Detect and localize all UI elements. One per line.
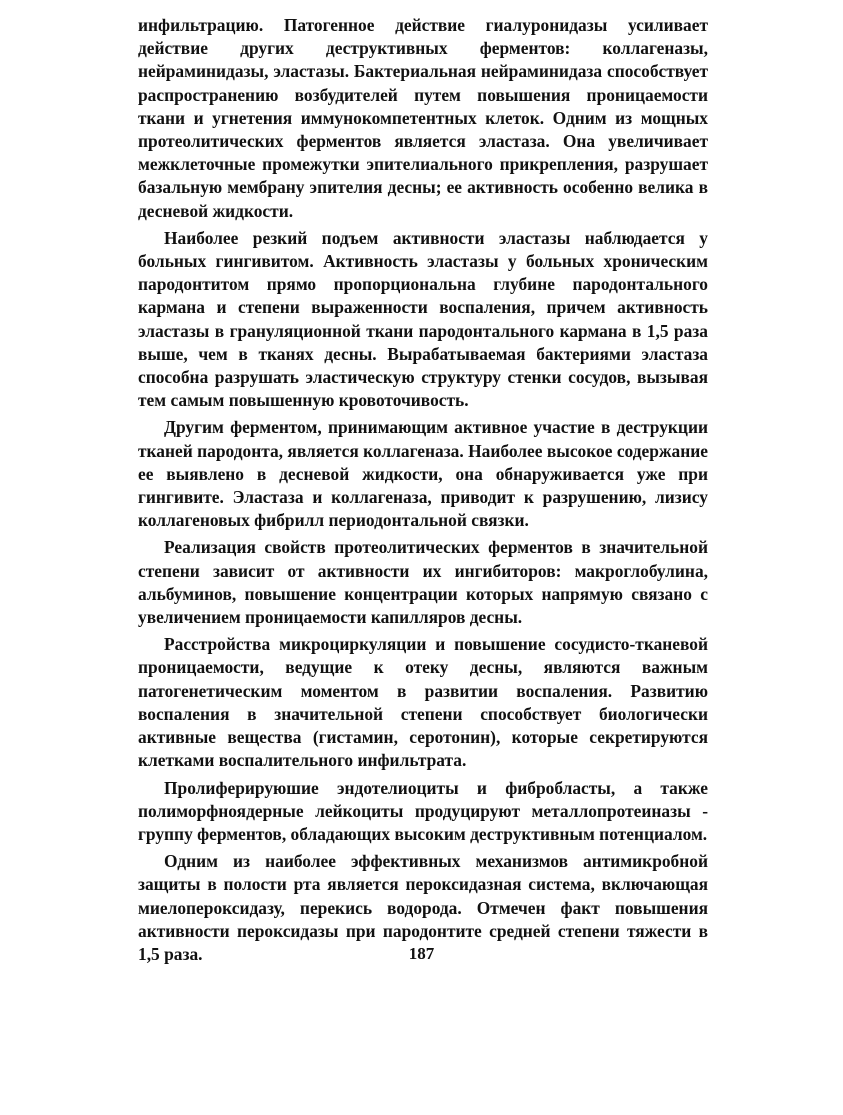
paragraph-5: Расстройства микроциркуляции и повышение сосудисто-тканевой проницаемости, ведущие к отеку десны, являются важным патогенетическим моментом в развитии воспаления. Развитию воспаления в значительной степени способствует биологически активные вещества (гистамин, серотонин), которые секретируются клетками воспалительного инфильтрата. [138, 634, 708, 771]
paragraph-4: Реализация свойств протеолитических ферментов в значительной степени зависит от активности их ингибиторов: макроглобулина, альбуминов, повышение концентрации которых напрямую связано с увеличением проницаемости капилляров десны. [138, 537, 708, 628]
page-number: 187 [408, 944, 435, 963]
paragraph-6: Пролиферируюшие эндотелиоциты и фибробласты, а также полиморфноядерные лейкоциты продуцируют металлопротеиназы - группу ферментов, обладающих высоким деструктивным потенциалом. [138, 777, 708, 844]
paragraph-1: инфильтрацию. Патогенное действие гиалуронидазы усиливает действие других деструктивных ферментов: коллагеназы, нейраминидазы, эластазы. Бактериальная нейраминидаза способствует распространению возбудителей путем повышения проницаемости ткани и угнетения иммунокомпетентных клеток. Одним из мощных протеолитических ферментов является эластаза. Она увеличивает межклеточные промежутки эпителиального прикрепления, разрушает базальную мембрану эпителия десны; ее активность особенно велика в десневой жидкости. [138, 15, 708, 221]
paragraph-3: Другим ферментом, принимающим активное участие в деструкции тканей пародонта, является коллагеназа. Наиболее высокое содержание ее выявлено в десневой жидкости, она обнаруживается уже при гингивите. Эластаза и коллагеназа, приводит к разрушению, лизису коллагеновых фибрилл периодонтальной связки. [138, 417, 708, 531]
page-body [138, 14, 708, 970]
paragraph-2: Наиболее резкий подъем активности эластазы наблюдается у больных гингивитом. Активность эластазы у больных хроническим пародонтитом прямо пропорциональна глубине пародонтального кармана и степени выраженности воспаления, причем активность эластазы в грануляционной ткани пародонтального кармана в 1,5 раза выше, чем в тканях десны. Вырабатываемая бактериями эластаза способна разрушать эластическую структуру стенки сосудов, вызывая тем самым повышенную кровоточивость. [138, 227, 708, 411]
paragraph-7: Одним из наиболее эффективных механизмов антимикробной защиты в полости рта является пероксидазная система, включающая миелопероксидазу, перекись водорода. Отмечен факт повышения активности пероксидазы при пародонтите средней степени тяжести в 1,5 раза. [138, 851, 708, 964]
